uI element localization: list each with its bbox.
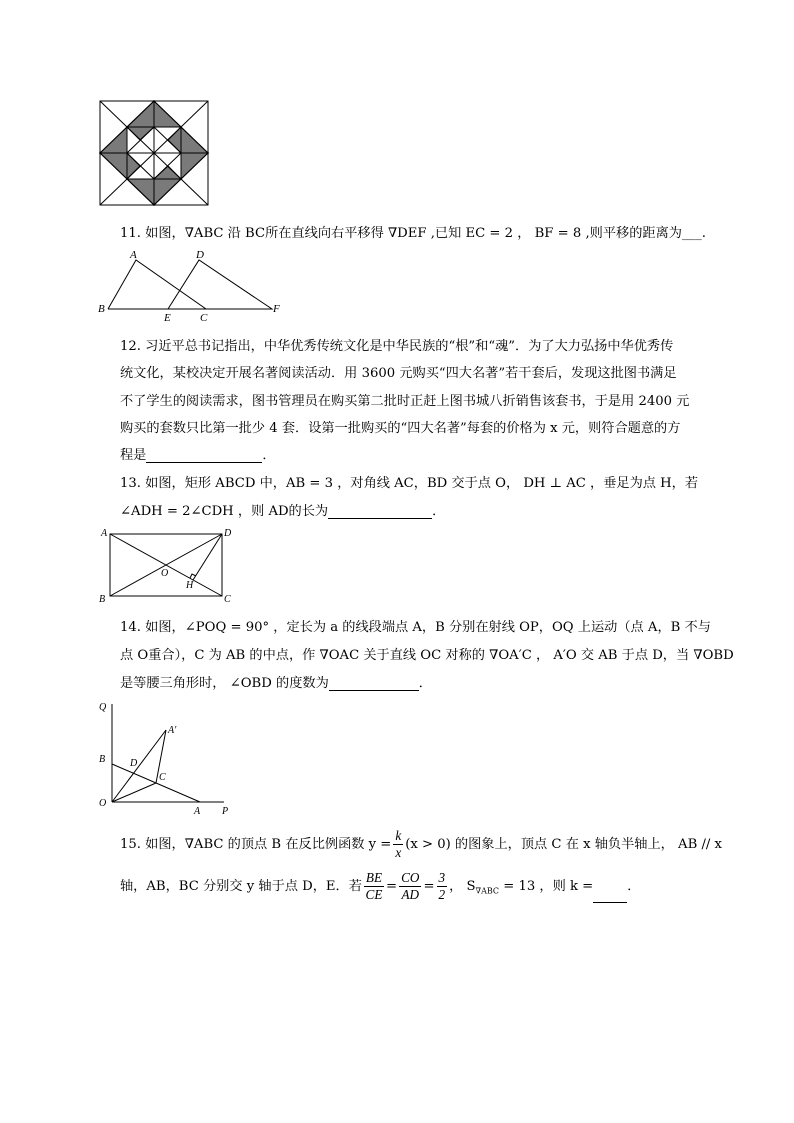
q11-text: 11. 如图，∇ABC 沿 BC所在直线向右平移得 ∇DEF ,已知 EC = 2 ， BF = 8 ,则平移的距离为___. bbox=[120, 226, 706, 241]
q13-label-d: D bbox=[224, 528, 232, 539]
q15-frac-co-ad bbox=[399, 870, 421, 903]
q12-line-4: 购买的套数只比第一批少 4 套．设第一批购买的“四大名著”每套的价格为 x 元，则符合题意的方 bbox=[120, 421, 681, 436]
q14-label-p: P bbox=[222, 806, 229, 817]
q15-frac-den: x bbox=[395, 845, 402, 860]
q15-sub: ∇ABC bbox=[475, 886, 500, 896]
q13-answer-blank[interactable] bbox=[328, 504, 432, 519]
q11-label-c: C bbox=[200, 312, 208, 322]
q15-end: ． bbox=[627, 879, 641, 894]
q13-end: ． bbox=[432, 504, 446, 519]
q15-line-2a: 轴，AB，BC 分别交 y 轴于点 D，E．若 bbox=[120, 879, 362, 894]
q13-label-h: H bbox=[186, 580, 194, 591]
q14-label-d: D bbox=[130, 758, 138, 769]
q12-end: ． bbox=[262, 448, 276, 463]
q13-line-1: 13. 如图，矩形 ABCD 中，AB = 3 ，对角线 AC，BD 交于点 O， DH ⊥ AC ，垂足为点 H，若 bbox=[120, 476, 699, 491]
q14-label-b: B bbox=[99, 754, 106, 765]
q15-frac-k-x bbox=[393, 828, 403, 861]
q14-end: ． bbox=[418, 676, 432, 691]
q14-label-a-prime: A′ bbox=[168, 725, 177, 736]
q14-figure bbox=[96, 700, 236, 818]
q15-frac2-den: CE bbox=[365, 887, 383, 902]
q15-eq2: = bbox=[423, 879, 435, 894]
pattern-figure bbox=[99, 100, 211, 208]
q11-label-b: B bbox=[98, 303, 105, 315]
q14-line-2: 点 O重合），C 为 AB 的中点，作 ∇OAC 关于直线 OC 对称的 ∇OA′C ， A′O 交 AB 于点 D，当 ∇OBD bbox=[120, 648, 734, 663]
q15-eq1: = bbox=[386, 879, 398, 894]
q13-line-2 bbox=[120, 500, 445, 519]
q11-label-d: D bbox=[196, 250, 204, 261]
q12-answer-blank[interactable] bbox=[146, 448, 262, 463]
q15-frac2-num: BE bbox=[365, 870, 383, 885]
q14-line-3-text: 是等腰三角形时， ∠OBD 的度数为 bbox=[120, 676, 329, 691]
q15-line-1 bbox=[120, 828, 722, 861]
q15-line-2b: ， S bbox=[449, 879, 476, 894]
q15-answer-blank[interactable] bbox=[593, 888, 627, 903]
q11-label-a: A bbox=[130, 250, 137, 261]
q15-frac-3-2 bbox=[437, 870, 448, 903]
q14-label-a: A bbox=[194, 806, 201, 817]
q15-frac4-den: 2 bbox=[438, 887, 446, 902]
q13-label-o: O bbox=[161, 568, 169, 579]
q14-line-1: 14. 如图，∠POQ = 90° ，定长为 a 的线段端点 A，B 分别在射线 OP，OQ 上运动（点 A，B 不与 bbox=[120, 620, 711, 635]
q14-label-o: O bbox=[99, 798, 107, 809]
q12-line-3: 不了学生的阅读需求，图书管理员在购买第二批时正赶上图书城八折销售该套书，于是用 2400 元 bbox=[120, 394, 690, 409]
q15-frac-num: k bbox=[395, 828, 402, 843]
q14-line-3 bbox=[120, 672, 432, 691]
q15-line-2 bbox=[120, 870, 640, 903]
q13-label-b: B bbox=[99, 594, 106, 604]
q11-label-f: F bbox=[273, 303, 280, 315]
q12-line-5 bbox=[120, 444, 276, 463]
q12-line-2: 统文化，某校决定开展名著阅读活动．用 3600 元购买“四大名著”若干套后，发现这批图书满足 bbox=[120, 366, 677, 381]
q15-line-2c: = 13 ，则 k = bbox=[499, 879, 594, 894]
q11-label-e: E bbox=[164, 312, 171, 322]
q12-line-1: 12. 习近平总书记指出，中华优秀传统文化是中华民族的“根”和“魂”．为了大力弘扬中华优秀传 bbox=[120, 339, 674, 354]
q14-label-q: Q bbox=[99, 702, 107, 713]
q11-figure bbox=[96, 250, 286, 322]
q12-line-5-text: 程是 bbox=[120, 448, 147, 463]
q13-label-c: C bbox=[224, 594, 231, 604]
q15-line-1a: 15. 如图，∇ABC 的顶点 B 在反比例函数 y = bbox=[120, 837, 392, 852]
q15-frac3-num: CO bbox=[401, 870, 420, 885]
q15-frac3-den: AD bbox=[401, 887, 420, 902]
q14-label-c: C bbox=[159, 772, 166, 783]
q13-label-a: A bbox=[101, 528, 108, 539]
q15-frac-be-ce bbox=[364, 870, 384, 903]
q15-line-1b: (x > 0) 的图象上，顶点 C 在 x 轴负半轴上， AB // x bbox=[405, 837, 722, 852]
q14-answer-blank[interactable] bbox=[329, 676, 419, 691]
q13-line-2-text: ∠ADH = 2∠CDH ，则 AD的长为 bbox=[120, 504, 329, 519]
q13-figure bbox=[98, 526, 238, 604]
q15-frac4-num: 3 bbox=[438, 870, 446, 885]
